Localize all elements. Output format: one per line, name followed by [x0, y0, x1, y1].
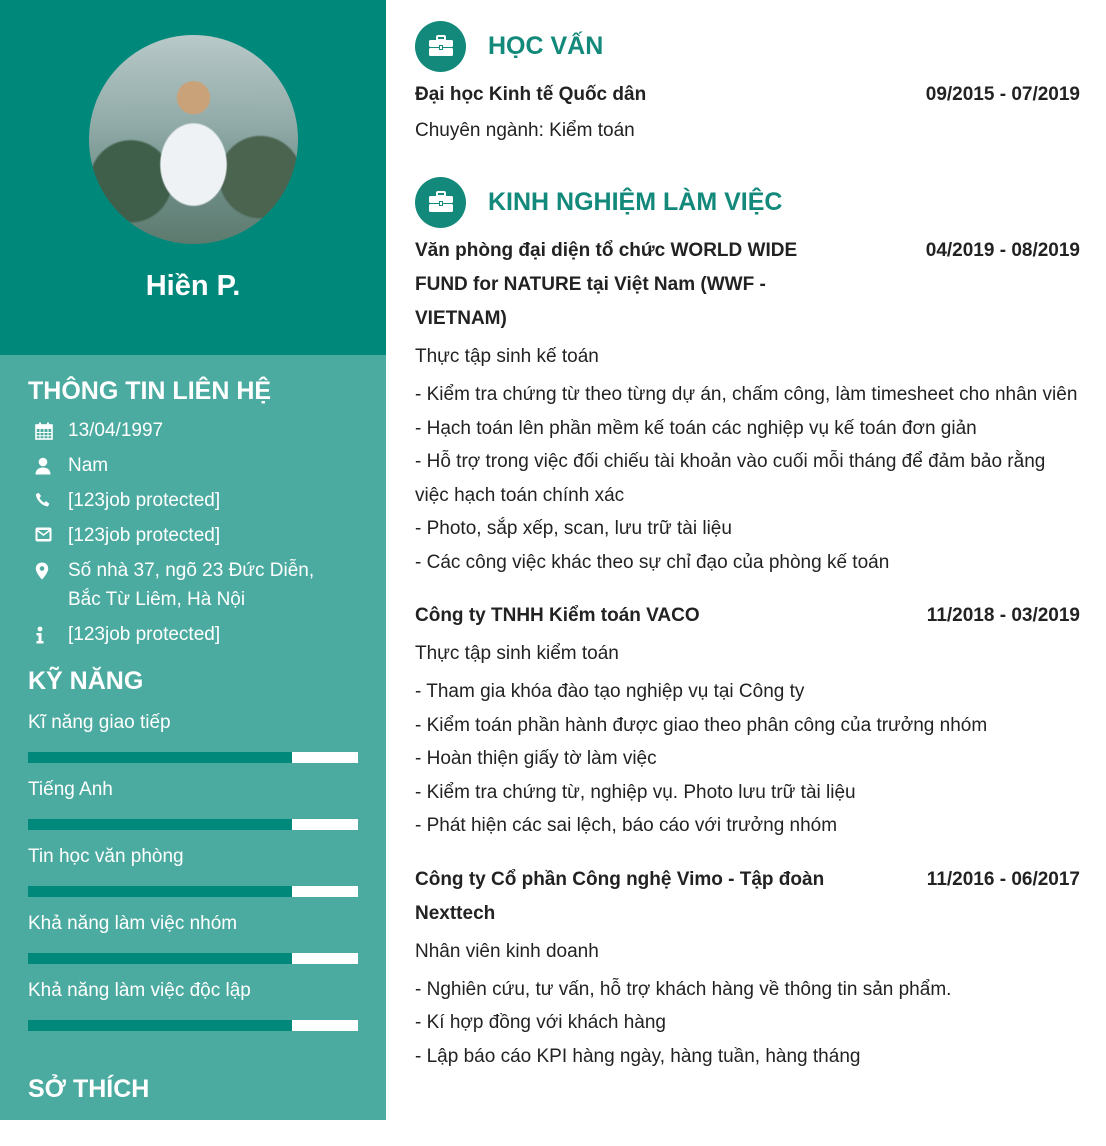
phone-icon — [28, 486, 68, 508]
experience-date: 11/2018 - 03/2019 — [926, 605, 1080, 626]
email-text[interactable]: [123job protected] — [68, 525, 221, 546]
skill-item — [28, 844, 358, 897]
contact-item-email[interactable] — [28, 521, 358, 550]
education-entry — [415, 78, 1080, 146]
skill-bar-fill — [28, 752, 292, 763]
hobbies-section — [0, 1075, 386, 1146]
skill-bar — [28, 953, 358, 964]
skill-item — [28, 911, 358, 964]
candidate-name: Hiền P. — [145, 270, 241, 302]
job-duty: - Hoàn thiện giấy tờ làm việc — [415, 748, 657, 769]
job-duty: - Kiểm toán phần hành được giao theo phân công của trưởng nhóm — [415, 714, 988, 736]
address-text: Số nhà 37, ngõ 23 Đức Diễn, Bắc Từ Liêm, Hà Nội — [68, 560, 315, 610]
calendar-icon — [28, 416, 68, 440]
company-name: Công ty Cổ phần Công nghệ Vimo - Tập đoàn Nexttech — [415, 868, 825, 924]
education-title: HỌC VẤN — [488, 31, 604, 60]
experience-entry — [415, 234, 1080, 579]
experience-entry — [415, 863, 1080, 1074]
skill-bar-fill — [28, 1020, 292, 1031]
contact-item-address — [28, 556, 358, 614]
education-header — [415, 20, 1080, 72]
birthday-text: 13/04/1997 — [68, 420, 164, 441]
experience-date: 11/2016 - 06/2017 — [926, 868, 1080, 890]
skill-bar — [28, 752, 358, 763]
job-duty: - Hạch toán lên phần mềm kế toán các nghiệp vụ kế toán đơn giản — [415, 417, 977, 439]
skill-label: Khả năng làm việc độc lập — [28, 980, 251, 1001]
main-content — [415, 0, 1080, 1073]
job-position: Thực tập sinh kế toán — [415, 346, 599, 367]
contact-section — [0, 355, 386, 649]
contact-item-phone[interactable] — [28, 486, 358, 515]
avatar — [89, 35, 298, 244]
envelope-icon — [28, 521, 68, 542]
skill-bar-fill — [28, 819, 292, 830]
gender-text: Nam — [68, 455, 109, 476]
skill-bar — [28, 819, 358, 830]
contact-title: THÔNG TIN LIÊN HỆ — [28, 377, 272, 405]
skill-bar — [28, 1020, 358, 1031]
education-date: 09/2015 - 07/2019 — [925, 84, 1080, 105]
profile-header — [0, 0, 386, 355]
experience-entry — [415, 599, 1080, 843]
skills-section — [0, 667, 386, 1031]
contact-item-gender — [28, 451, 358, 480]
skill-label: Tin học văn phòng — [28, 846, 184, 867]
phone-text[interactable]: [123job protected] — [68, 490, 221, 511]
experience-title: KINH NGHIỆM LÀM VIỆC — [488, 187, 783, 216]
skill-item — [28, 978, 358, 1031]
skill-bar-fill — [28, 953, 292, 964]
skill-label: Kĩ năng giao tiếp — [28, 712, 171, 733]
map-marker-icon — [28, 556, 68, 580]
info-icon — [28, 620, 68, 644]
job-duty: - Kiểm tra chứng từ theo từng dự án, chấm công, làm timesheet cho nhân viên — [415, 384, 1078, 405]
briefcase-icon — [415, 177, 466, 228]
job-position: Thực tập sinh kiểm toán — [415, 643, 619, 664]
job-duty: - Kiểm tra chứng từ, nghiệp vụ. Photo lưu trữ tài liệu — [415, 781, 856, 803]
job-duty: - Các công việc khác theo sự chỉ đạo của phòng kế toán — [415, 551, 890, 573]
education-major: Chuyên ngành: Kiểm toán — [415, 120, 635, 141]
school-name: Đại học Kinh tế Quốc dân — [415, 84, 647, 105]
company-name: Công ty TNHH Kiểm toán VACO — [415, 605, 700, 626]
skill-bar-fill — [28, 886, 292, 897]
info-text: [123job protected] — [68, 624, 221, 645]
skill-label: Khả năng làm việc nhóm — [28, 913, 238, 934]
skill-item — [28, 777, 358, 830]
experience-header — [415, 176, 1080, 228]
contact-item-info — [28, 620, 358, 649]
company-name: Văn phòng đại diện tổ chức WORLD WIDE FUND for NATURE tại Việt Nam (WWF - VIETNAM) — [415, 240, 798, 329]
skill-label: Tiếng Anh — [28, 779, 113, 800]
skill-item — [28, 710, 358, 763]
hobbies-title: SỞ THÍCH — [28, 1075, 150, 1103]
job-duty: - Nghiên cứu, tư vấn, hỗ trợ khách hàng về thông tin sản phẩm. — [415, 978, 952, 1000]
job-duty: - Photo, sắp xếp, scan, lưu trữ tài liệu — [415, 518, 732, 539]
experience-date: 04/2019 - 08/2019 — [925, 240, 1080, 261]
skills-title: KỸ NĂNG — [28, 667, 144, 695]
hobbies-text: Đọc sách , Nghe nhạc , Đi phượt cùng — [28, 1124, 353, 1145]
job-duty: - Phát hiện các sai lệch, báo cáo với trưởng nhóm — [415, 815, 838, 836]
job-duty: - Tham gia khóa đào tạo nghiệp vụ tại Công ty — [415, 681, 805, 702]
sidebar — [0, 0, 386, 1145]
contact-item-birthday — [28, 416, 358, 445]
briefcase-icon — [415, 21, 466, 72]
user-icon — [28, 451, 68, 475]
skill-bar — [28, 886, 358, 897]
job-duty: - Hỗ trợ trong việc đối chiếu tài khoản vào cuối mỗi tháng để đảm bảo rằng việc hạch toán chính xác — [415, 451, 1046, 506]
job-position: Nhân viên kinh doanh — [415, 940, 599, 962]
job-duty: - Lập báo cáo KPI hàng ngày, hàng tuần, hàng tháng — [415, 1045, 861, 1067]
job-duty: - Kí hợp đồng với khách hàng — [415, 1012, 666, 1033]
